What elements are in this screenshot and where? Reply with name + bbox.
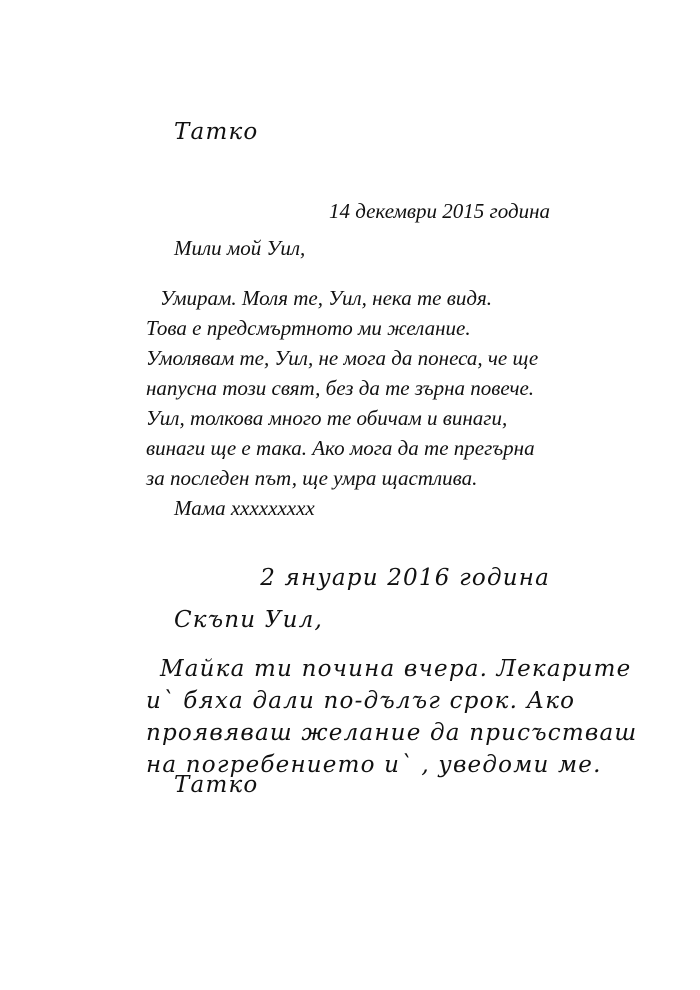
letter2-body-line: на погребението и` , уведоми ме. [146, 752, 602, 778]
letter2-body-line: и` бяха дали по-дълъг срок. Ако [146, 688, 576, 714]
top-signature: Татко [174, 119, 259, 145]
letter2-greeting: Скъпи Уил, [174, 607, 323, 633]
letter1-body-line: винаги ще е така. Ако мога да те прегърна [146, 436, 535, 460]
letter1-body-line: Това е предсмъртното ми желание. [146, 316, 471, 340]
letter1-signature: Мама xxxxxxxxx [174, 496, 315, 520]
letter1-body-line: Уил, толкова много те обичам и винаги, [146, 406, 508, 430]
letter1-body-line: Умирам. Моля те, Уил, нека те видя. [160, 286, 492, 310]
letter1-body-line: напусна този свят, без да те зърна повече. [146, 376, 535, 400]
letter2-body-line: Майка ти почина вчера. Лекарите [160, 656, 632, 682]
letter2-date: 2 януари 2016 година [260, 565, 550, 591]
letter1-date: 14 декември 2015 година [328, 199, 550, 223]
letter1-body-line: Умолявам те, Уил, не мога да понеса, че ще [146, 346, 539, 370]
letter1-body-line: за последен път, ще умра щастлива. [146, 466, 478, 490]
letter2-body-line: проявяваш желание да присъстваш [146, 720, 638, 746]
letter2-signature: Татко [174, 772, 259, 798]
letter1-greeting: Мили мой Уил, [174, 236, 306, 260]
